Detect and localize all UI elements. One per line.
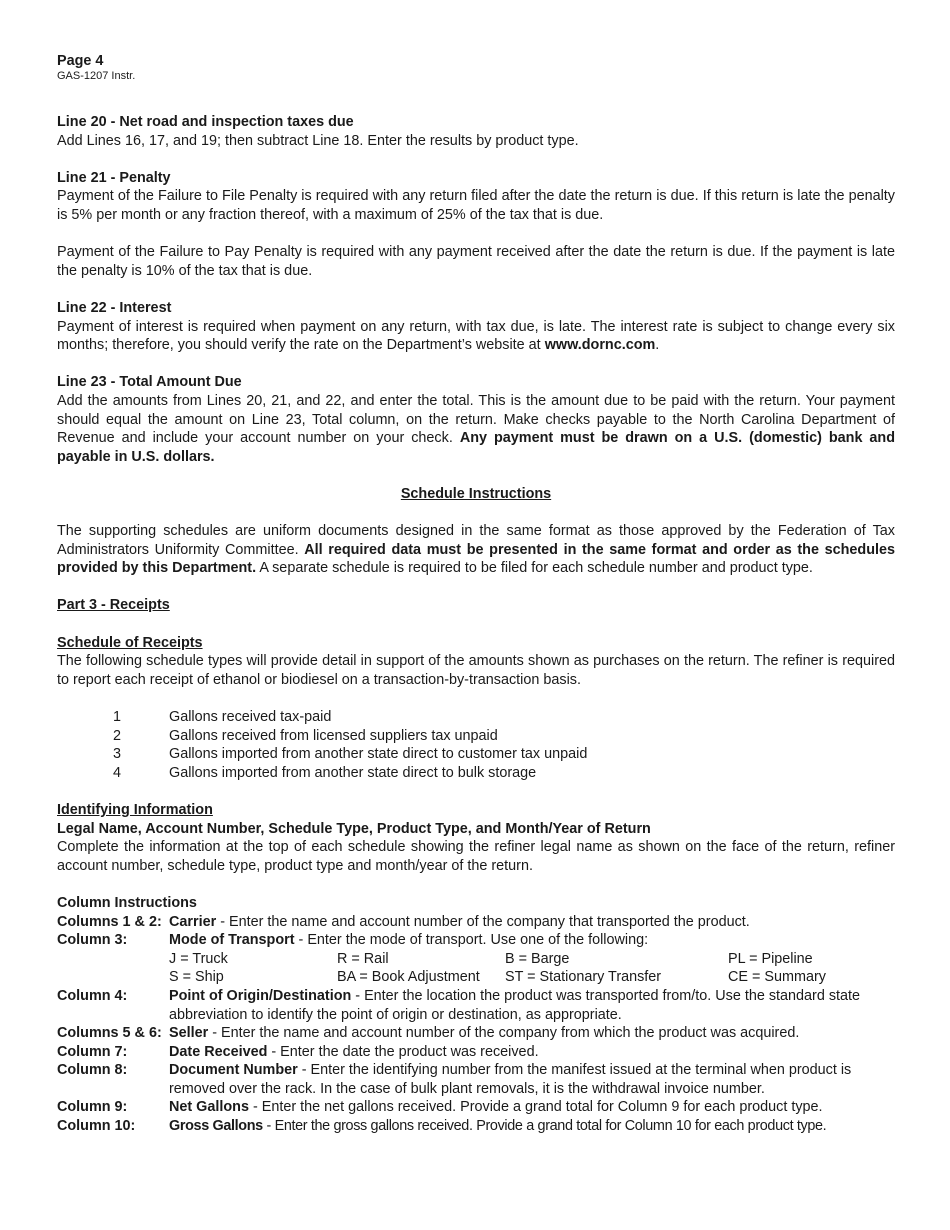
line23-bold-note: Any payment must be drawn on a U.S. (domestic) bank and payable in U.S. dollars. — [57, 430, 896, 465]
column-3-row — [57, 931, 895, 987]
list-item — [57, 727, 895, 746]
column-description — [169, 931, 895, 987]
column-text: - Enter the name and account number of the company from which the product was acquired. — [208, 1025, 800, 1042]
schedule-type-number: 3 — [113, 746, 122, 763]
transport-mode: CE = Summary — [728, 969, 826, 986]
list-item — [57, 745, 895, 764]
line20-section — [57, 113, 895, 150]
column-4-row — [57, 987, 895, 1024]
column-9-row — [57, 1098, 895, 1117]
transport-mode: BA = Book Adjustment — [337, 969, 480, 986]
column-label: Column 7: — [57, 1043, 128, 1060]
identifying-info-heading: Identifying Information — [57, 801, 213, 818]
line22-text — [57, 318, 895, 355]
column-title: Seller — [169, 1025, 209, 1042]
column-description — [169, 1043, 895, 1062]
schedule-type-label: Gallons imported from another state direct to bulk storage — [169, 764, 537, 781]
transport-mode: B = Barge — [505, 950, 570, 967]
column-label: Column 8: — [57, 1062, 128, 1079]
schedule-type-number: 2 — [113, 727, 122, 744]
column-description — [169, 987, 895, 1024]
dornc-website-link[interactable]: www.dornc.com — [544, 337, 656, 354]
transport-mode: R = Rail — [337, 950, 389, 967]
column-label: Column 10: — [57, 1118, 136, 1135]
schedule-intro-end: A separate schedule is required to be filed for each schedule number and product type. — [256, 560, 813, 577]
form-id: GAS-1207 Instr. — [57, 70, 136, 82]
line22-body: Payment of interest is required when payment on any return, with tax due, is late. The interest rate is subject to change every six months; therefore, you should verify the rate on the Department’s website at — [57, 318, 895, 354]
column-title: Carrier — [169, 913, 217, 930]
column-label: Column 3: — [57, 932, 128, 949]
line23-text — [57, 392, 895, 466]
transport-mode: ST = Stationary Transfer — [505, 969, 662, 986]
schedule-type-list — [57, 708, 895, 782]
column-title: Document Number — [169, 1062, 298, 1079]
column-text: - Enter the identifying number from the manifest issued at the terminal when product is removed over the rack. In the case of bulk plant removals, it is the withdrawal invoice number. — [169, 1062, 852, 1097]
schedule-type-number: 4 — [113, 764, 122, 781]
column-title: Gross Gallons — [169, 1118, 263, 1135]
column-description — [169, 1024, 895, 1043]
schedule-intro-bold: All required data must be presented in the same format and order as the schedules provided by this Department. — [57, 541, 895, 577]
list-item — [57, 764, 895, 783]
column-description — [169, 1117, 895, 1136]
column-title: Net Gallons — [169, 1099, 249, 1116]
column-text: - Enter the location the product was transported from/to. Use the standard state abbreviation to identify the point of origin or destination, as appropriate. — [169, 987, 861, 1023]
identifying-info-text: Complete the information at the top of each schedule showing the refiner legal name as shown on the face of the return, refiner account number, schedule type, product type and month/year of the return. — [57, 839, 895, 874]
column-text: - Enter the date the product was received. — [267, 1043, 539, 1060]
schedule-type-label: Gallons received tax-paid — [169, 709, 332, 725]
column-instructions-heading: Column Instructions — [57, 894, 197, 911]
page-number: Page 4 — [57, 53, 104, 69]
line21-para2: Payment of the Failure to Pay Penalty is required with any payment received after the date the return is due. If the payment is late the penalty is 10% of the tax that is due. — [57, 244, 895, 279]
column-description — [169, 913, 895, 932]
column-text: - Enter the mode of transport. Use one of the following: — [294, 932, 649, 949]
transport-mode: S = Ship — [169, 969, 224, 986]
column-description — [169, 1098, 895, 1117]
schedule-type-label: Gallons received from licensed suppliers tax unpaid — [169, 727, 498, 744]
column-label: Column 9: — [57, 1099, 128, 1116]
column-text: - Enter the net gallons received. Provide a grand total for Column 9 for each product type. — [248, 1099, 823, 1116]
document-page — [57, 52, 895, 1136]
line21-heading: Line 21 - Penalty — [57, 169, 171, 186]
column-8-row — [57, 1061, 895, 1098]
part3-heading: Part 3 - Receipts — [57, 597, 170, 614]
column-1-2-row — [57, 913, 895, 932]
schedule-instructions-title: Schedule Instructions — [400, 485, 552, 502]
column-label: Columns 1 & 2: — [57, 913, 162, 930]
schedule-intro — [57, 522, 895, 578]
transport-mode: PL = Pipeline — [728, 950, 813, 967]
receipts-text: The following schedule types will provide detail in support of the amounts shown as purchases on the return. The refiner is required to report each receipt of ethanol or biodiesel on a transaction-by-transaction basis. — [57, 653, 895, 688]
column-10-row — [57, 1117, 895, 1136]
transport-mode-grid — [169, 950, 895, 987]
column-5-6-row — [57, 1024, 895, 1043]
column-description — [169, 1061, 895, 1098]
column-text: - Enter the gross gallons received. Provide a grand total for Column 10 for each product type. — [262, 1118, 827, 1135]
line23-body: Add the amounts from Lines 20, 21, and 22, and enter the total. This is the amount due to be paid with the return. Your payment should equal the amount on Line 23, Total column, on the return. Make checks payable to the North Carolina Department of Revenue and include your account number on your check. — [57, 392, 895, 447]
line23-heading: Line 23 - Total Amount Due — [57, 374, 242, 391]
schedule-type-label: Gallons imported from another state direct to customer tax unpaid — [169, 746, 588, 763]
line21-section — [57, 169, 895, 281]
column-title: Point of Origin/Destination — [169, 987, 352, 1004]
line20-heading: Line 20 - Net road and inspection taxes due — [57, 114, 354, 130]
line20-text: Add Lines 16, 17, and 19; then subtract Line 18. Enter the results by product type. — [57, 132, 579, 149]
schedule-of-receipts-heading: Schedule of Receipts — [57, 634, 203, 651]
identifying-info-subheading: Legal Name, Account Number, Schedule Type, Product Type, and Month/Year of Return — [57, 820, 651, 837]
line22-section — [57, 299, 895, 355]
line22-end: . — [655, 337, 660, 354]
transport-mode: J = Truck — [169, 950, 228, 967]
schedule-type-number: 1 — [113, 709, 122, 725]
schedule-intro-text: The supporting schedules are uniform documents designed in the same format as those approved by the Federation of Tax Administrators Uniformity Committee. — [57, 523, 895, 558]
line22-heading: Line 22 - Interest — [57, 299, 172, 316]
line23-section — [57, 373, 895, 466]
column-label: Columns 5 & 6: — [57, 1025, 162, 1042]
column-title: Date Received — [169, 1043, 268, 1060]
column-text: - Enter the name and account number of the company that transported the product. — [216, 913, 750, 930]
column-title: Mode of Transport — [169, 932, 295, 949]
list-item — [57, 708, 895, 727]
line21-para1: Payment of the Failure to File Penalty is required with any return filed after the date the return is due. If this return is late the penalty is 5% per month or any fraction thereof, with a maximum of 25% of the tax that is due. — [57, 188, 895, 223]
column-label: Column 4: — [57, 987, 128, 1004]
column-7-row — [57, 1043, 895, 1062]
